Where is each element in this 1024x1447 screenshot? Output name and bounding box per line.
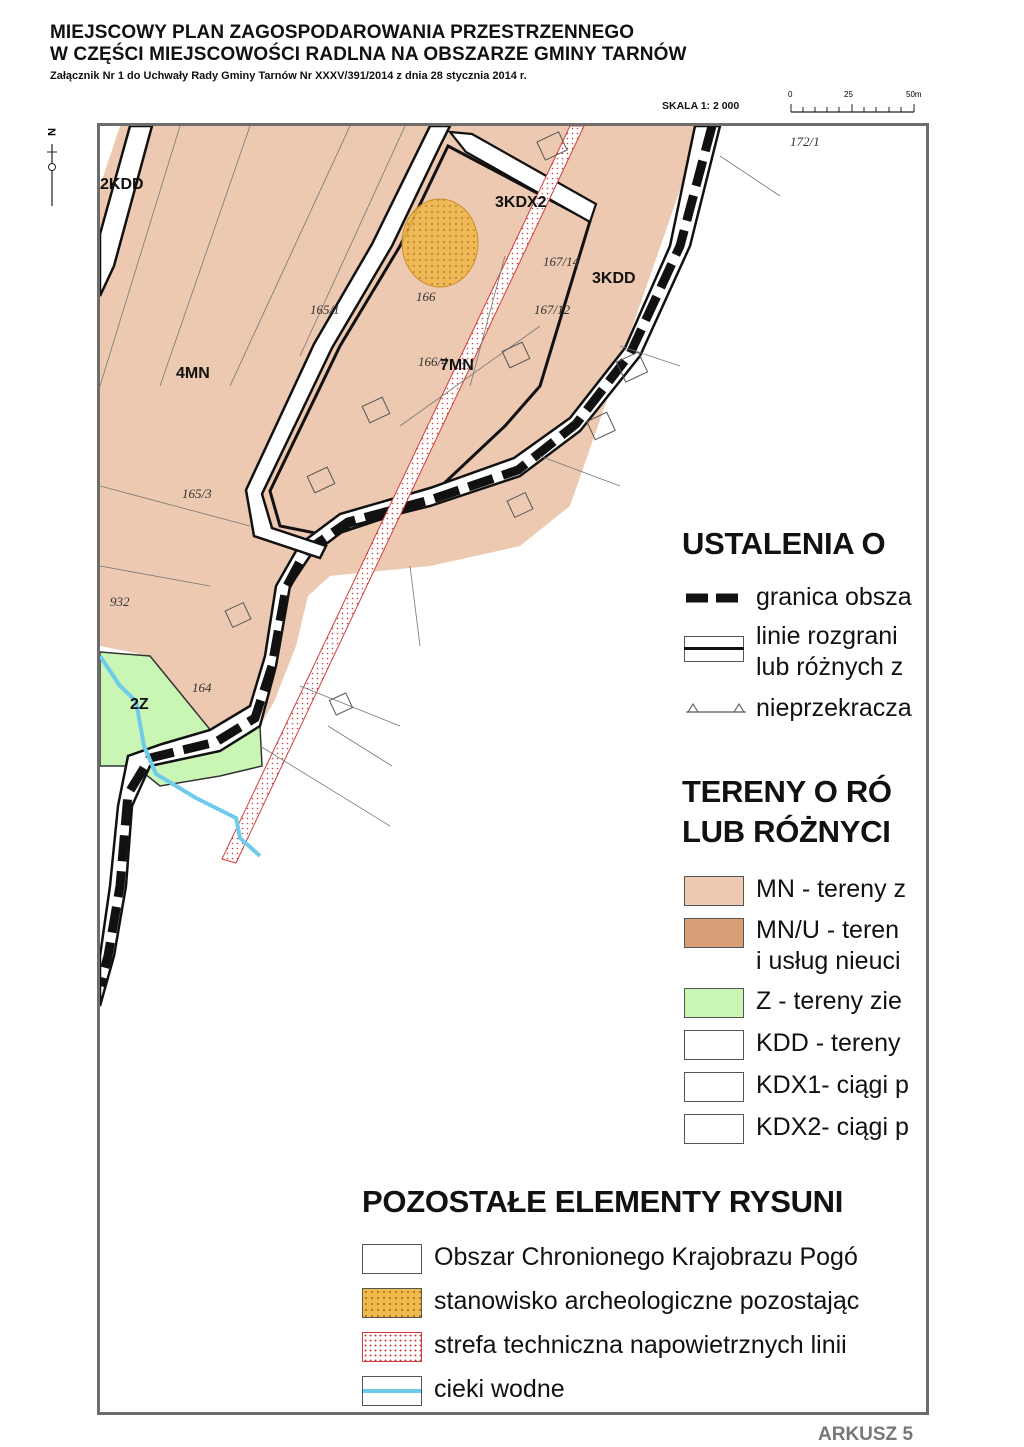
legend-item-mn: MN - tereny z bbox=[756, 875, 907, 903]
resolution-reference: Załącznik Nr 1 do Uchwały Rady Gminy Tarnów Nr XXXV/391/2014 z dnia 28 stycznia 2014 r. bbox=[50, 70, 527, 82]
legend-swatch-boundary bbox=[684, 586, 748, 610]
scale-bar bbox=[786, 88, 926, 118]
legend-swatch-line-division-stroke bbox=[684, 647, 744, 650]
legend-item-archaeological: stanowisko archeologiczne pozostając bbox=[434, 1287, 860, 1315]
scale-tick-50: 50m bbox=[906, 90, 922, 99]
legend-swatch-kdx1 bbox=[684, 1072, 744, 1102]
legend-item-building-line: nieprzekracza bbox=[756, 694, 912, 722]
map-title-line-2: W CZĘŚCI MIEJSCOWOŚCI RADLNA NA OBSZARZE GMINY TARNÓW bbox=[50, 44, 687, 65]
zone-label-2kdd: 2KDD bbox=[100, 176, 144, 193]
legend-item-mnu-1: MN/U - teren bbox=[756, 916, 900, 944]
archaeological-site bbox=[402, 199, 478, 287]
legend-swatch-kdd bbox=[684, 1030, 744, 1060]
zone-label-7mn: 7MN bbox=[440, 357, 474, 374]
legend-item-technical-zone: strefa techniczna napowietrznych linii bbox=[434, 1331, 847, 1359]
zone-label-2z: 2Z bbox=[130, 696, 149, 713]
legend-swatch-kdx2 bbox=[684, 1114, 744, 1144]
legend-item-kdd: KDD - tereny bbox=[756, 1029, 901, 1057]
legend-swatch-protected-landscape bbox=[362, 1244, 422, 1274]
map-title-line-1: MIEJSCOWY PLAN ZAGOSPODAROWANIA PRZESTRZENNEGO bbox=[50, 22, 635, 43]
scale-tick-0: 0 bbox=[788, 90, 793, 99]
parcel-166-4: 166/4 bbox=[418, 354, 448, 369]
legend-heading-ustalenia: USTALENIA O bbox=[682, 526, 886, 561]
north-label: N bbox=[45, 128, 57, 136]
legend-heading-tereny-1: TERENY O RÓ bbox=[682, 774, 892, 809]
scale-label: SKALA 1: 2 000 bbox=[662, 100, 740, 112]
legend-swatch-archaeological bbox=[362, 1288, 422, 1318]
legend-item-kdx1: KDX1- ciągi p bbox=[756, 1071, 909, 1099]
zone-label-4mn: 4MN bbox=[176, 365, 210, 382]
map-header bbox=[50, 22, 980, 82]
parcel-172-1: 172/1 bbox=[790, 134, 820, 149]
parcel-167-12: 167/12 bbox=[534, 302, 571, 317]
legend-item-mnu-2: i usług nieuci bbox=[756, 947, 901, 975]
legend-item-division-lines-1: linie rozgrani bbox=[756, 622, 898, 650]
north-arrow-icon bbox=[40, 122, 64, 212]
scale-tick-25: 25 bbox=[844, 90, 853, 99]
sheet-number: ARKUSZ 5 bbox=[818, 1424, 914, 1445]
parcel-164: 164 bbox=[192, 680, 212, 695]
legend-item-kdx2: KDX2- ciągi p bbox=[756, 1113, 909, 1141]
parcel-166: 166 bbox=[416, 289, 436, 304]
legend-heading-tereny-2: LUB RÓŻNYCI bbox=[682, 814, 891, 849]
legend-item-protected-landscape: Obszar Chronionego Krajobrazu Pogó bbox=[434, 1243, 858, 1271]
legend-swatch-technical-zone bbox=[362, 1332, 422, 1362]
legend-swatch-mn bbox=[684, 876, 744, 906]
parcel-165-1: 165/1 bbox=[310, 302, 340, 317]
legend-item-division-lines-2: lub różnych z bbox=[756, 653, 904, 681]
map-frame bbox=[97, 123, 929, 1415]
parcel-932: 932 bbox=[110, 594, 130, 609]
legend-swatch-mnu bbox=[684, 918, 744, 948]
legend-swatch-watercourse-line bbox=[363, 1389, 421, 1393]
legend-item-watercourse: cieki wodne bbox=[434, 1375, 565, 1403]
parcel-167-14: 167/14 bbox=[543, 254, 580, 269]
legend-item-z: Z - tereny zie bbox=[756, 987, 902, 1015]
zone-label-3kdd: 3KDD bbox=[592, 270, 636, 287]
legend-swatch-building-line bbox=[684, 698, 748, 722]
legend-heading-pozostale: POZOSTAŁE ELEMENTY RYSUNI bbox=[362, 1184, 844, 1219]
parcel-165-3: 165/3 bbox=[182, 486, 212, 501]
zone-label-3kdx2: 3KDX2 bbox=[495, 194, 547, 211]
legend-item-boundary: granica obsza bbox=[756, 583, 912, 611]
legend-swatch-z bbox=[684, 988, 744, 1018]
